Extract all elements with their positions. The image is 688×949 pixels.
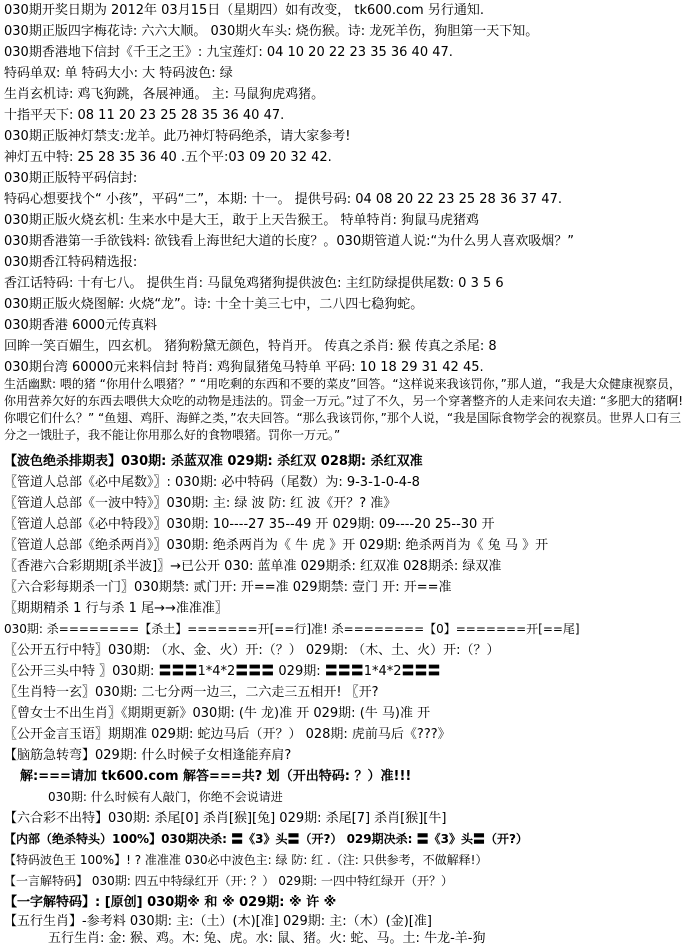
envelope-line: 030期香港地下信封《千王之王》: 九宝莲灯: 04 10 20 22 23 35 36 40 47. xyxy=(4,45,453,60)
ms-zeng-line: 〖曾女士不出生肖〗《期期更新》030期: (牛 龙)准 开 029期: (牛 马)准 开 xyxy=(4,706,431,721)
envelope-title-line: 030期正版特平码信封: xyxy=(4,171,138,186)
kill-row-line: 030期: 杀========【杀土】=======开[==行]准! 杀========【0】=======开[==尾] xyxy=(4,622,580,636)
one-word-line: 【一言解特码】 030期: 四五中特绿红开（开: ？） 029期: 一四中特红绿开（开？） xyxy=(4,874,454,888)
xiangjiang-title-line: 030期香江特码精选报: xyxy=(4,255,138,270)
riddle-line: 【脑筋急转弯】029期: 什么时候子女相逢能弃肩? xyxy=(4,748,292,763)
xiangjiang-line: 香江话特码: 十有七八。 提供生肖: 马鼠兔鸡猪狗提供波色: 主红防绿提供尾数: 0 3 5 6 xyxy=(4,276,504,291)
fire-diagram-line: 030期正版火烧图解: 火烧“龙”。诗: 十全十美三七中，二八四七稳狗蛇。 xyxy=(4,297,424,312)
tail-line: 〖管道人总部《必中尾数》〗: 030期: 必中特码（尾数）为: 9-3-1-0-4-8 xyxy=(4,475,420,490)
three-heads-line: 〖公开三头中特 〗030期: 〓〓〓1*4*2〓〓〓 029期: 〓〓〓1*4*2〓〓〓 xyxy=(4,664,441,679)
color-kill-line: 【波色绝杀排期表】030期: 杀蓝双准 029期: 杀红双 028期: 杀红双准 xyxy=(4,454,423,469)
kill-row-title-line: 〖期期精杀 1 行与杀 1 尾→→准准准〗 xyxy=(4,601,228,616)
five-zodiac-map-line: 五行生肖: 金: 猴、鸡。木: 兔、虎。水: 鼠、猪。火: 蛇、马。土: 牛龙-羊-狗 xyxy=(48,931,486,946)
ten-fingers-line: 十指平天下: 08 11 20 23 25 28 35 36 40 47. xyxy=(4,108,285,123)
humor-paragraph: 生活幽默: 喂的猪 “你用什么喂猪？” “用吃剩的东西和不要的菜皮”回答。“这样说来我该罚你，”那人道，“我是大众健康视察员，你用营养欠好的东西去喂供大众吃的动物是违法的。罚金一万元。”过了不久，另一个穿著整齐的人走来问农夫道: “多肥大的猪啊! 你喂它们什么？” “鱼翅、鸡肝、海鲜之类，”农夫回答。“那么我该罚你，”那个人说，“我是国际食物学会的视察员。世界人口有三分之一饿肚子，我不能让你用那么好的食物喂猪。罚你一万元。” xyxy=(4,377,684,442)
fire-riddle-line: 030期正版火烧玄机: 生来水中是大王，敢于上天告猴王。 特单特肖: 狗鼠马虎猪鸡 xyxy=(4,213,479,228)
fax-title-line: 030期香港 6000元传真料 xyxy=(4,318,158,333)
zodiac-mystery-line: 〖生肖特一玄〗030期: 二七分两一边三，二六走三五相开! 〖开? xyxy=(4,685,379,700)
five-elements-line: 〖公开五行中特〗030期: （水、金、火）开:（？） 029期: （木、土、火）开:（？） xyxy=(4,643,500,658)
kill-door-line: 〖六合彩每期杀一门〗030期禁: 贰门开: 开==准 029期禁: 壹门 开: 开==准 xyxy=(4,580,452,595)
half-wave-line: 〖香港六合彩期期[杀半波]〗→已公开 030: 蓝单准 029期杀: 红双准 028期杀: 绿双准 xyxy=(4,559,502,574)
special-code-line: 特码单双: 单 特码大小: 大 特码波色: 绿 xyxy=(4,66,233,81)
wave-king-line: 【特码波色王 100%】! ? 准准准 030必中波色主: 绿 防: 红 .（注: 只供参考，不做解释!） xyxy=(4,853,488,867)
kill-two-line: 〖管道人总部《绝杀两肖》〗030期: 绝杀两肖为《 牛 虎 》开 029期: 绝杀两肖为《 兔 马 》开 xyxy=(4,538,549,553)
taiwan-line: 030期台湾 60000元来料信封 特肖: 鸡狗鼠猪兔马特单 平码: 10 18 29 31 42 45. xyxy=(4,360,484,375)
one-wave-line: 〖管道人总部《一波中特》〗030期: 主: 绿 波 防: 红 波《开？? 准》 xyxy=(4,496,397,511)
fax-line: 回眸一笑百媚生，四玄机。 猪狗粉黛无颜色，特肖开。 传真之杀肖: 猴 传真之杀尾: 8 xyxy=(4,339,497,354)
lamp-five-line: 神灯五中特: 25 28 35 36 40 .五个平:03 09 20 32 42. xyxy=(4,150,332,165)
internal-kill-line: 【内部（绝杀特头）100%】030期决杀: 〓《3》头〓（开?） 029期决杀: 〓《3》头〓（开?） xyxy=(4,832,528,846)
riddle-answer-line: 解:===请加 tk600.com 解答===共? 划（开出特码: ？）准!!! xyxy=(20,769,412,784)
golden-words-line: 〖公开金言玉语〗期期准 029期: 蛇边马后（开？） 028期: 虎前马后《???》 xyxy=(4,727,451,742)
lamp-ban-line: 030期正版神灯禁支:龙羊。此乃神灯特码绝杀，请大家参考! xyxy=(4,129,351,144)
riddle-030-line: 030期: 什么时候有人敲门，你绝不会说请进 xyxy=(48,790,283,804)
no-special-line: 【六合彩不出特】030期: 杀尾[0] 杀肖[猴][兔] 029期: 杀尾[7] 杀肖[猴][牛] xyxy=(4,811,447,826)
five-zodiac-line: 【五行生肖】-参考料 030期: 主:（土）(木)[准] 029期: 主:（木）(金)[准] xyxy=(4,914,432,929)
poem-line: 030期正版四字梅花诗: 六六大顺。 030期火车头: 烧伤猴。诗: 龙死羊伤，狗胆第一天下知。 xyxy=(4,24,539,39)
draw-date-line: 030期开奖日期为 2012年 03月15日（星期四）如有改变， tk600.com 另行通知. xyxy=(4,3,484,18)
numbers-line: 特码心想要找个“ 小孩”，平码“二”，本期: 十一。 提供号码: 04 08 20 22 23 25 28 36 37 47. xyxy=(4,192,562,207)
segment-line: 〖管道人总部《必中特段》〗030期: 10----27 35--49 开 029期: 09----20 25--30 开 xyxy=(4,517,495,532)
one-char-line: 【一字解特码】: [原创] 030期※ 和 ※ 029期: ※ 许 ※ xyxy=(4,895,337,910)
hk-first-hand-line: 030期香港第一手欲钱料: 欲钱看上海世纪大道的长度？。030期管道人说:“为什么男人喜欢吸烟？” xyxy=(4,234,574,249)
zodiac-poem-line: 生肖玄机诗: 鸡飞狗跳，各展神通。 主: 马鼠狗虎鸡猪。 xyxy=(4,87,325,102)
